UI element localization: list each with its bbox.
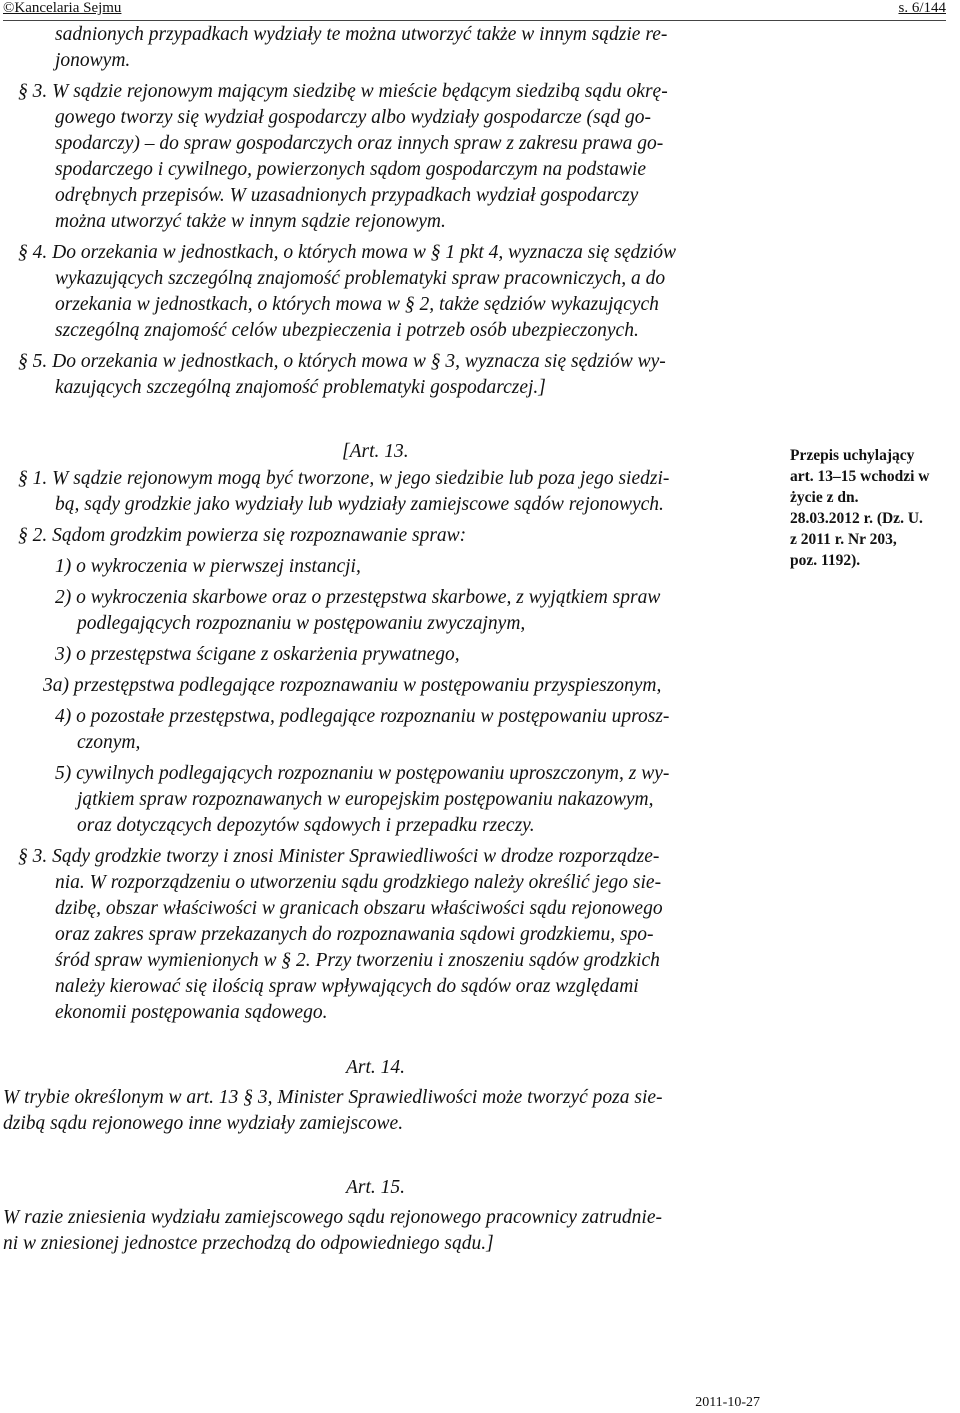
text-line: § 5. Do orzekania w jednostkach, o których mowa w § 3, wyznacza się sędziów wy- bbox=[18, 351, 666, 372]
text-line: W razie zniesienia wydziału zamiejscowego sądu rejonowego pracownicy zatrudnie- bbox=[3, 1207, 662, 1228]
text-line: odrębnych przepisów. W uzasadnionych przypadkach wydział gospodarczy bbox=[55, 185, 639, 206]
text-line: należy kierować się ilością spraw wpływających do sądów oraz względami bbox=[55, 976, 639, 997]
header-page-number: s. 6/144 bbox=[898, 0, 946, 16]
text-line: § 1. W sądzie rejonowym mogą być tworzone, w jego siedzibie lub poza jego siedzi- bbox=[18, 468, 670, 489]
text-line: sadnionych przypadkach wydziały te można utworzyć także w innym sądzie re- bbox=[55, 24, 668, 45]
sidenote-line: życie z dn. bbox=[790, 488, 859, 506]
sidenote-line: art. 13–15 wchodzi w bbox=[790, 467, 930, 485]
footer-date: 2011-10-27 bbox=[695, 1395, 760, 1410]
header-rule bbox=[3, 20, 946, 21]
text-line: czonym, bbox=[77, 732, 141, 753]
text-line: dzibą sądu rejonowego inne wydziały zamiejscowe. bbox=[3, 1113, 404, 1134]
text-line: szczególną znajomość celów ubezpieczenia i potrzeb osób ubezpieczonych. bbox=[55, 320, 639, 341]
text-line: orzekania w jednostkach, o których mowa w § 2, także sędziów wykazujących bbox=[55, 294, 659, 315]
text-line: 2) o wykroczenia skarbowe oraz o przestępstwa skarbowe, z wyjątkiem spraw bbox=[55, 587, 661, 608]
text-line: ni w zniesionej jednostce przechodzą do odpowiedniego sądu.] bbox=[3, 1233, 494, 1254]
text-line: można utworzyć także w innym sądzie rejonowym. bbox=[55, 211, 446, 232]
article-title: Art. 14. bbox=[346, 1057, 406, 1078]
text-line: W trybie określonym w art. 13 § 3, Minister Sprawiedliwości może tworzyć poza sie- bbox=[3, 1087, 663, 1108]
text-line: § 3. W sądzie rejonowym mającym siedzibę w mieście będącym siedzibą sądu okrę- bbox=[18, 81, 668, 102]
text-line: jonowym. bbox=[55, 50, 131, 71]
text-line: gowego tworzy się wydział gospodarczy albo wydziały gospodarcze (sąd go- bbox=[55, 107, 651, 128]
header-source: ©Kancelaria Sejmu bbox=[3, 0, 122, 16]
text-line: 4) o pozostałe przestępstwa, podlegające rozpoznaniu w postępowaniu uprosz- bbox=[55, 706, 670, 727]
text-line: oraz zakres spraw przekazanych do rozpoznawania sądowi grodzkiemu, spo- bbox=[55, 924, 654, 945]
sidenote-line: poz. 1192). bbox=[790, 551, 861, 569]
text-line: § 3. Sądy grodzkie tworzy i znosi Minister Sprawiedliwości w drodze rozporządze- bbox=[18, 846, 660, 867]
text-line: spodarczy) – do spraw gospodarczych oraz innych spraw z zakresu prawa go- bbox=[55, 133, 664, 154]
text-line: bą, sądy grodzkie jako wydziały lub wydziały zamiejscowe sądów rejonowych. bbox=[55, 494, 664, 515]
text-line: oraz dotyczących depozytów sądowych i przepadku rzeczy. bbox=[77, 815, 535, 836]
sidenote-line: Przepis uchylający bbox=[790, 447, 915, 464]
text-line: dzibę, obszar właściwości w granicach obszaru właściwości sądu rejonowego bbox=[55, 898, 663, 919]
text-line: § 2. Sądom grodzkim powierza się rozpoznawanie spraw: bbox=[18, 525, 467, 546]
text-line: wykazujących szczególną znajomość problematyki spraw pracowniczych, a do bbox=[55, 268, 666, 289]
text-line: § 4. Do orzekania w jednostkach, o których mowa w § 1 pkt 4, wyznacza się sędziów bbox=[18, 242, 677, 263]
text-line: śród spraw wymienionych w § 2. Przy tworzeniu i znoszeniu sądów grodzkich bbox=[55, 950, 660, 971]
sidenote-line: 28.03.2012 r. (Dz. U. bbox=[790, 509, 923, 527]
text-line: 1) o wykroczenia w pierwszej instancji, bbox=[55, 556, 361, 577]
text-line: podlegających rozpoznaniu w postępowaniu zwyczajnym, bbox=[77, 613, 526, 634]
sidenote-line: z 2011 r. Nr 203, bbox=[790, 530, 897, 548]
sidenote bbox=[790, 446, 960, 572]
text-line: spodarczego i cywilnego, powierzonych sądom gospodarczym na podstawie bbox=[55, 159, 647, 180]
article-title: Art. 15. bbox=[346, 1177, 406, 1198]
text-line: 3) o przestępstwa ścigane z oskarżenia prywatnego, bbox=[55, 644, 460, 665]
text-line: ekonomii postępowania sądowego. bbox=[55, 1002, 328, 1023]
article-title: [Art. 13. bbox=[342, 441, 409, 462]
text-line: 5) cywilnych podlegających rozpoznaniu w postępowaniu uproszczonym, z wy- bbox=[55, 763, 670, 784]
text-line: 3a) przestępstwa podlegające rozpoznawaniu w postępowaniu przyspieszonym, bbox=[43, 675, 662, 696]
text-line: jątkiem spraw rozpoznawanych w europejskim postępowaniu nakazowym, bbox=[77, 789, 654, 810]
text-line: kazujących szczególną znajomość problematyki gospodarczej.] bbox=[55, 377, 546, 398]
text-line: nia. W rozporządzeniu o utworzeniu sądu grodzkiego należy określić jego sie- bbox=[55, 872, 662, 893]
